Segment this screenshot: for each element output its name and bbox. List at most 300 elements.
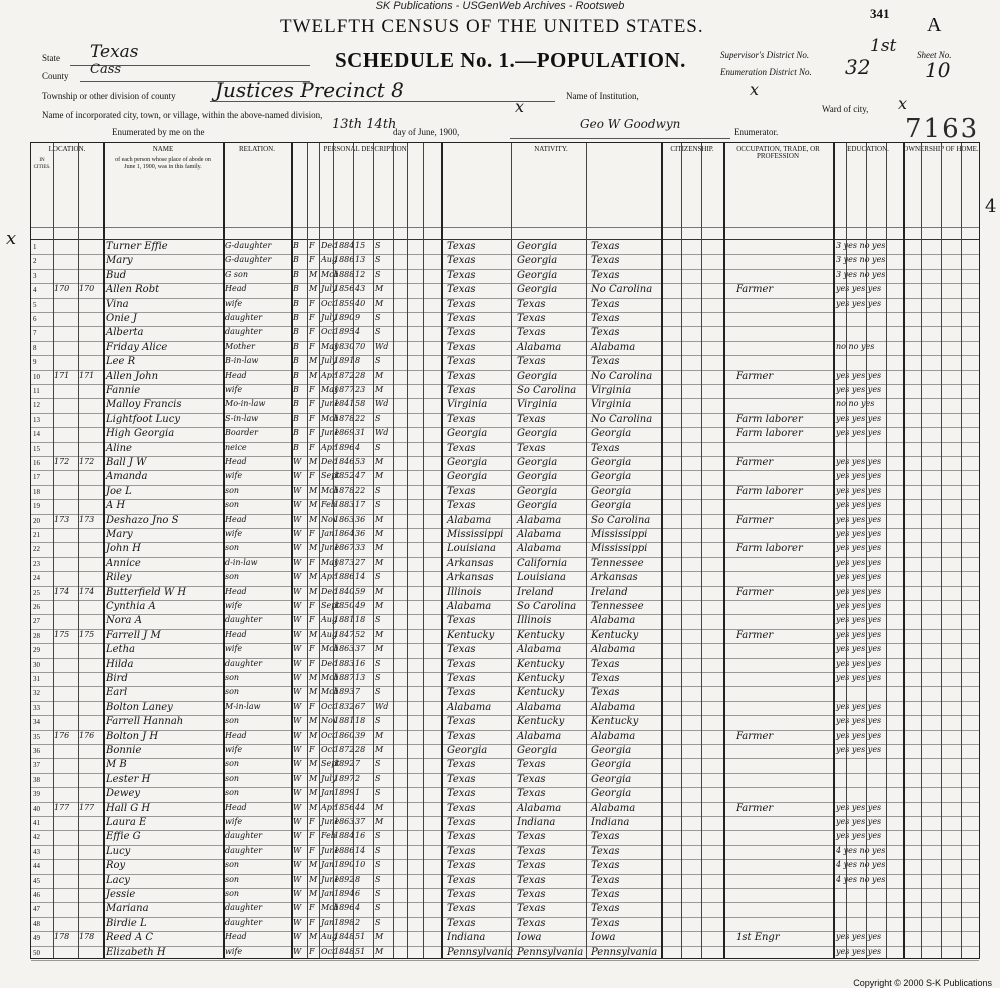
dwelling-number: 176 (54, 730, 70, 740)
person-name: Bud (106, 269, 127, 281)
table-row (31, 672, 979, 687)
birthplace: Texas (447, 845, 476, 857)
relation: Mo-in-law (225, 399, 266, 409)
institution-value: x (750, 80, 760, 99)
birth-month: Jan (321, 860, 335, 870)
line-number: 42 (33, 833, 40, 842)
occupation: Farmer (736, 802, 774, 814)
sex: F (309, 817, 315, 826)
table-row (31, 859, 979, 874)
line-number: 48 (33, 919, 40, 928)
age: 51 (355, 946, 366, 956)
family-number: 177 (79, 802, 95, 812)
table-row (31, 456, 979, 471)
column-divider (78, 143, 79, 958)
birth-year: 1886 (334, 845, 355, 855)
birth-year: 1884 (334, 241, 355, 250)
table-row (31, 427, 979, 442)
line-number: 24 (33, 574, 40, 583)
father-birthplace: Texas (517, 313, 546, 324)
birth-month: July (321, 313, 337, 322)
column-divider (423, 143, 424, 958)
state-value: Texas (90, 42, 139, 62)
marital-status: Wd (375, 701, 389, 711)
marital-status: M (375, 385, 384, 394)
person-name: Laura E (106, 817, 147, 828)
mother-birthplace: Texas (591, 673, 620, 684)
line-number: 32 (33, 689, 40, 698)
line-number: 5 (33, 300, 37, 309)
line-number: 38 (33, 775, 40, 784)
birthplace: Louisiana (447, 543, 496, 555)
state-label: State (42, 53, 60, 63)
birth-month: Dec (321, 586, 337, 596)
census-table (30, 142, 980, 959)
father-birthplace: Iowa (517, 932, 542, 944)
relation: son (225, 889, 240, 898)
birthplace: Texas (447, 255, 476, 267)
birthplace: Texas (447, 716, 476, 728)
group-location: LOCATION. (48, 145, 86, 153)
birth-year: 1881 (334, 716, 355, 726)
birth-month: June (321, 399, 340, 409)
birthplace: Virginia (447, 399, 488, 411)
marital-status: M (375, 946, 384, 956)
education: yes yes yes (836, 572, 882, 582)
color-race: W (293, 687, 302, 697)
column-divider (333, 143, 334, 958)
marital-status: S (375, 485, 381, 495)
relation: daughter (225, 313, 263, 322)
birthplace: Texas (447, 730, 476, 742)
birthplace: Alabama (447, 514, 492, 526)
birth-year: 1873 (334, 557, 355, 567)
birthplace: Arkansas (447, 557, 494, 569)
sex: F (309, 658, 315, 668)
birthplace: Texas (447, 903, 476, 915)
sex: M (309, 572, 318, 582)
dwelling-number: 170 (54, 284, 70, 294)
sex: F (309, 529, 315, 538)
watermark: SK Publications - USGenWeb Archives - Rootsweb (375, 0, 625, 12)
color-race: W (293, 586, 302, 596)
birthplace: Arkansas (447, 572, 494, 584)
birthplace: Texas (447, 485, 476, 497)
father-birthplace: Virginia (517, 399, 558, 411)
education: yes yes yes (836, 457, 882, 466)
birth-month: Apr (321, 572, 336, 582)
father-birthplace: Texas (517, 889, 546, 900)
birth-year: 1848 (334, 932, 355, 942)
color-race: B (293, 442, 299, 452)
institution-label: Name of Institution, (566, 91, 639, 101)
mother-birthplace: Kentucky (591, 716, 639, 728)
age: 36 (355, 514, 366, 524)
line-number: 31 (33, 675, 40, 683)
birth-month: Aug (321, 615, 338, 625)
birth-year: 1881 (334, 615, 355, 625)
marital-status: S (375, 773, 381, 783)
marital-status: M (375, 543, 384, 553)
table-row (31, 874, 979, 889)
mother-birthplace: Arkansas (591, 572, 638, 584)
relation: Head (225, 629, 247, 639)
birthplace: Texas (447, 385, 476, 396)
day-value: 13th 14th (332, 117, 397, 132)
father-birthplace: Illinois (517, 615, 552, 627)
person-name: Bolton Laney (106, 701, 173, 713)
relation: daughter (225, 831, 263, 841)
color-race: W (293, 471, 302, 481)
age: 14 (355, 572, 366, 582)
table-row (31, 701, 979, 716)
table-row (31, 816, 979, 831)
education: yes yes yes (836, 413, 882, 423)
occupation: Farm laborer (736, 428, 803, 440)
father-birthplace: So Carolina (517, 601, 577, 612)
enumeration-label: Enumeration District No. (720, 67, 812, 77)
occupation: Farm laborer (736, 543, 803, 555)
table-row (31, 542, 979, 557)
table-row (31, 470, 979, 485)
father-birthplace: Alabama (517, 701, 562, 713)
birth-year: 1878 (334, 485, 355, 495)
father-birthplace: Georgia (517, 457, 558, 468)
marital-status: S (375, 241, 381, 250)
table-row (31, 312, 979, 327)
father-birthplace: Georgia (517, 241, 558, 252)
person-name: Onie J (106, 313, 137, 324)
table-row (31, 326, 979, 341)
column-divider (511, 143, 512, 958)
birth-year: 1883 (334, 500, 355, 510)
relation: wife (225, 601, 243, 610)
line-number: 9 (33, 358, 37, 367)
column-divider (921, 143, 922, 958)
person-name: Deshazo Jno S (106, 514, 179, 526)
marital-status: M (375, 802, 384, 812)
sex: M (309, 284, 318, 294)
education: yes yes yes (836, 831, 882, 841)
birth-month: Oct (321, 327, 336, 337)
line-number: 11 (33, 387, 40, 395)
person-name: Hall G H (106, 802, 151, 814)
table-row (31, 370, 979, 385)
age: 9 (355, 313, 361, 322)
education: yes yes yes (836, 932, 882, 942)
birthplace: Texas (447, 788, 476, 800)
birth-year: 1877 (334, 385, 355, 394)
father-birthplace: Georgia (517, 428, 558, 440)
group-occupation: OCCUPATION, TRADE, OR PROFESSION (736, 145, 820, 160)
person-name: Annice (106, 557, 141, 569)
line-number: 2 (33, 257, 37, 266)
marital-status: M (375, 284, 384, 294)
sex: M (309, 687, 318, 697)
age: 67 (355, 701, 366, 711)
marital-status: S (375, 615, 381, 625)
person-name: Mariana (106, 903, 149, 915)
birthplace: Texas (447, 356, 476, 368)
table-row (31, 614, 979, 629)
education: yes yes yes (836, 500, 882, 510)
person-name: Earl (106, 687, 128, 699)
birth-month: Sept (321, 759, 340, 769)
relation: Head (225, 370, 247, 380)
marital-status: M (375, 644, 384, 654)
marital-status: M (375, 932, 384, 942)
birthplace: Texas (447, 860, 476, 872)
line-number: 13 (33, 415, 40, 424)
relation: wife (225, 471, 243, 481)
line-number: 46 (33, 891, 40, 899)
family-number: 170 (79, 284, 95, 294)
age: 4 (355, 903, 361, 913)
line-number: 17 (33, 473, 40, 482)
age: 40 (355, 298, 366, 308)
stamp-number: 7163 (905, 114, 980, 144)
birthplace: Texas (447, 327, 476, 339)
age: 6 (355, 889, 361, 898)
line-number: 33 (33, 703, 40, 712)
birth-month: Apr (321, 442, 336, 452)
age: 36 (355, 529, 366, 538)
line-number: 50 (33, 948, 40, 957)
education: yes yes yes (836, 601, 882, 610)
birthplace: Texas (447, 889, 476, 900)
father-birthplace: California (517, 557, 568, 569)
father-birthplace: Alabama (517, 644, 562, 656)
line-number: 22 (33, 545, 40, 554)
birth-month: July (321, 284, 337, 294)
education: yes yes yes (836, 298, 882, 308)
column-divider (586, 143, 587, 958)
relation: Head (225, 586, 247, 596)
color-race: W (293, 529, 302, 538)
sex: M (309, 370, 318, 380)
column-divider (833, 143, 835, 958)
birth-year: 1859 (334, 298, 355, 308)
color-race: W (293, 745, 302, 754)
sex: F (309, 831, 315, 841)
mother-birthplace: Tennessee (591, 601, 644, 612)
marital-status: S (375, 687, 381, 697)
marital-status: S (375, 903, 381, 913)
person-name: Farrell Hannah (106, 716, 184, 728)
column-divider (846, 143, 847, 958)
page-number: 341 (870, 6, 890, 21)
father-birthplace: Georgia (517, 471, 558, 483)
table-row (31, 845, 979, 860)
education: yes yes yes (836, 284, 882, 294)
township-value: Justices Precinct 8 (215, 78, 404, 102)
census-title: TWELFTH CENSUS OF THE UNITED STATES. (280, 16, 704, 37)
father-birthplace: Texas (517, 413, 546, 425)
line-number: 39 (33, 790, 40, 799)
table-row (31, 283, 979, 298)
marital-status: S (375, 917, 381, 927)
person-name: Effie G (106, 831, 141, 843)
relation: son (225, 716, 240, 726)
line-number: 7 (33, 329, 37, 338)
mother-birthplace: Texas (591, 889, 620, 900)
line-number: 19 (33, 502, 40, 511)
color-race: W (293, 457, 302, 466)
mother-birthplace: Texas (591, 255, 620, 267)
enumerator-label: Enumerator. (734, 127, 779, 137)
relation: Head (225, 802, 247, 812)
color-race: W (293, 831, 302, 841)
sex: F (309, 644, 315, 654)
incorporated-value: x (515, 97, 525, 116)
sex: M (309, 802, 318, 812)
relation: daughter (225, 903, 263, 913)
sex: F (309, 903, 315, 913)
color-race: B (293, 313, 299, 322)
relation: daughter (225, 658, 263, 668)
person-name: Reed A C (106, 932, 153, 944)
marital-status: M (375, 601, 384, 610)
mother-birthplace: Texas (591, 313, 620, 324)
table-row (31, 514, 979, 529)
father-birthplace: Georgia (517, 284, 558, 296)
relation: son (225, 673, 240, 682)
line-number: 23 (33, 559, 40, 568)
person-name: Malloy Francis (106, 399, 182, 411)
relation: son (225, 543, 240, 553)
relation: S-in-law (225, 413, 259, 423)
person-name: Allen Robt (106, 284, 160, 296)
relation: Mother (225, 341, 255, 351)
birth-year: 1891 (334, 356, 355, 366)
column-divider (103, 143, 105, 958)
marital-status: M (375, 514, 384, 524)
relation: son (225, 485, 240, 495)
relation: son (225, 788, 240, 798)
relation: son (225, 572, 240, 582)
column-divider (319, 143, 320, 958)
person-name: Cynthia A (106, 601, 156, 612)
birth-month: Mch (321, 485, 339, 495)
line-number: 12 (33, 401, 40, 410)
line-number: 41 (33, 819, 40, 827)
relation: wife (225, 817, 243, 826)
birth-year: 1896 (334, 442, 355, 452)
mother-birthplace: Georgia (591, 471, 632, 483)
birth-month: Apr (321, 370, 336, 380)
mother-birthplace: Mississippi (591, 543, 648, 555)
relation: son (225, 759, 240, 769)
birth-year: 1863 (334, 644, 355, 654)
education: yes yes yes (836, 514, 882, 524)
line-number: 44 (33, 862, 40, 871)
age: 53 (355, 457, 366, 466)
person-name: Lester H (106, 773, 151, 785)
education: 3 yes no yes (836, 241, 886, 250)
occupation: Farmer (736, 284, 774, 296)
birth-month: Mch (321, 903, 339, 913)
birth-year: 1878 (334, 413, 355, 423)
relation: d-in-law (225, 557, 258, 567)
table-row (31, 254, 979, 269)
table-row (31, 528, 979, 543)
mother-birthplace: No Carolina (591, 284, 653, 296)
column-divider (661, 143, 663, 958)
sex: M (309, 457, 318, 466)
age: 70 (355, 341, 366, 351)
table-row (31, 888, 979, 903)
column-divider (723, 143, 725, 958)
father-birthplace: Indiana (517, 817, 556, 828)
mother-birthplace: Mississippi (591, 529, 648, 540)
column-divider (886, 143, 887, 958)
birth-month: Mch (321, 269, 339, 279)
birth-year: 1897 (334, 773, 355, 783)
birthplace: Texas (447, 817, 476, 828)
color-race: W (293, 701, 302, 711)
birth-month: May (321, 385, 339, 394)
mother-birthplace: Texas (591, 860, 620, 872)
color-race: W (293, 773, 302, 783)
father-birthplace: Alabama (517, 341, 562, 353)
person-name: Hilda (106, 658, 134, 670)
age: 4 (355, 327, 361, 337)
age: 23 (355, 385, 366, 394)
day-of-label: day of June, 1900, (393, 127, 460, 137)
mother-birthplace: Georgia (591, 773, 632, 785)
sex: F (309, 442, 315, 452)
line-number: 26 (33, 603, 40, 611)
person-name: Alberta (106, 327, 144, 339)
marital-status: S (375, 413, 381, 423)
father-birthplace: Texas (517, 874, 546, 886)
age: 7 (355, 759, 361, 769)
header-separator (31, 227, 979, 228)
mother-birthplace: Georgia (591, 759, 632, 771)
father-birthplace: Texas (517, 327, 546, 339)
birth-year: 1864 (334, 529, 355, 538)
marital-status: Wd (375, 399, 389, 409)
person-name: Letha (106, 644, 135, 656)
sex: F (309, 601, 315, 610)
birthplace: Texas (447, 644, 476, 656)
sex: M (309, 514, 318, 524)
group-relation: RELATION. (239, 145, 275, 153)
color-race: W (293, 889, 302, 898)
birthplace: Texas (447, 313, 476, 324)
dwelling-number: 174 (54, 586, 70, 596)
sex: M (309, 673, 318, 682)
relation: Head (225, 457, 247, 466)
sex: M (309, 773, 318, 783)
column-divider (866, 143, 867, 958)
education: yes yes yes (836, 658, 882, 668)
line-number: 14 (33, 430, 40, 439)
table-row (31, 802, 979, 817)
table-row (31, 658, 979, 673)
birth-month: Feb (321, 500, 336, 510)
education: yes yes yes (836, 586, 882, 596)
age: 13 (355, 255, 366, 265)
birth-year: 1872 (334, 745, 355, 754)
line-number: 1 (33, 243, 37, 251)
person-name: Farrell J M (106, 629, 161, 641)
table-row (31, 744, 979, 759)
age: 49 (355, 601, 366, 610)
education: no no yes (836, 399, 875, 409)
birth-month: June (321, 428, 340, 438)
color-race: B (293, 428, 299, 438)
